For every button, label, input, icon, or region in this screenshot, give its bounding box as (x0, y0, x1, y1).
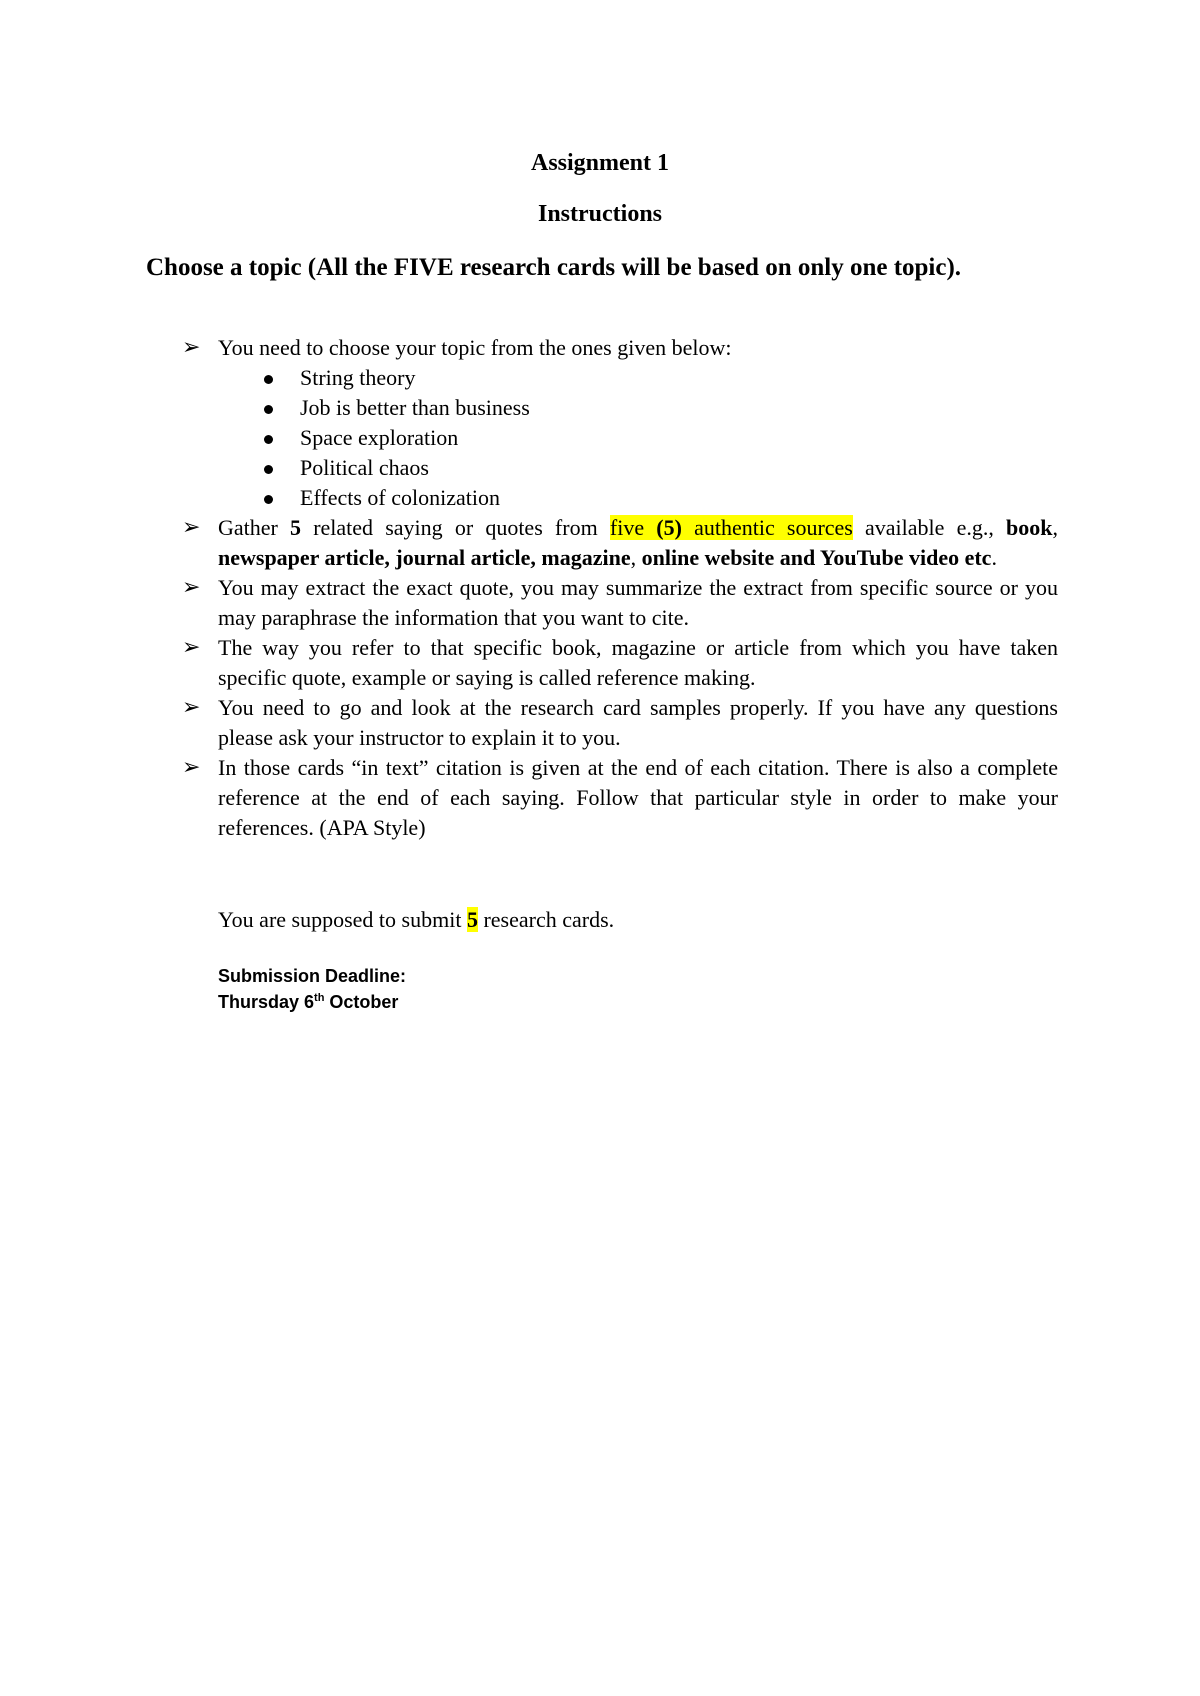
topic-item: Job is better than business (300, 393, 1058, 423)
bullet-dot-icon (264, 435, 273, 444)
topic-item: Effects of colonization (300, 483, 1058, 513)
instruction-text: You need to choose your topic from the ones given below: (218, 335, 732, 360)
instruction-item (182, 573, 1058, 633)
instruction-item (182, 333, 1058, 513)
instruction-item (182, 753, 1058, 843)
topic-item: Political chaos (300, 453, 1058, 483)
instruction-text: In those cards “in text” citation is given at the end of each citation. There is also a complete reference at the end of each saying. Follow that particular style in order to make your references. (APA Style) (218, 755, 1058, 840)
instruction-item (182, 693, 1058, 753)
arrow-bullet-icon: ➢ (182, 335, 201, 360)
instruction-item (182, 633, 1058, 693)
arrow-bullet-icon: ➢ (182, 515, 201, 540)
topic-item: Space exploration (300, 423, 1058, 453)
submission-deadline (218, 963, 406, 1015)
deadline-label: Submission Deadline: (218, 966, 407, 986)
arrow-bullet-icon: ➢ (182, 575, 201, 600)
instructions-list (0, 333, 1200, 843)
bullet-dot-icon (264, 405, 273, 414)
page-title: Assignment 1 (530, 150, 669, 176)
bullet-dot-icon (264, 465, 273, 474)
instruction-text: You may extract the exact quote, you may summarize the extract from specific source or you may paraphrase the information that you want to cite. (218, 575, 1058, 630)
arrow-bullet-icon: ➢ (182, 695, 201, 720)
deadline-date: Thursday 6th October (218, 992, 399, 1012)
instruction-text: You need to go and look at the research card samples properly. If you have any questions please ask your instructor to explain it to you. (218, 695, 1058, 750)
arrow-bullet-icon: ➢ (182, 635, 201, 660)
bullet-dot-icon (264, 375, 273, 384)
highlighted-count: 5 (466, 907, 478, 932)
instruction-text: The way you refer to that specific book, magazine or article from which you have taken specific quote, example or saying is called reference making. (218, 635, 1058, 690)
topic-list (218, 363, 1058, 513)
topic-heading: Choose a topic (All the FIVE research cards will be based on only one topic). (146, 254, 962, 281)
instruction-item: ➢ Gather 5 related saying or quotes from five (5) authentic sources available e.g., book, newspaper article, journal article, magazine, online website and YouTube video etc. (182, 515, 1059, 570)
arrow-bullet-icon: ➢ (182, 755, 201, 780)
highlighted-text: five (5) authentic sources (609, 515, 853, 540)
submission-note: You are supposed to submit 5 research cards. (218, 907, 615, 932)
bullet-dot-icon (264, 495, 273, 504)
page-subtitle: Instructions (537, 201, 663, 227)
topic-item: String theory (300, 363, 1058, 393)
